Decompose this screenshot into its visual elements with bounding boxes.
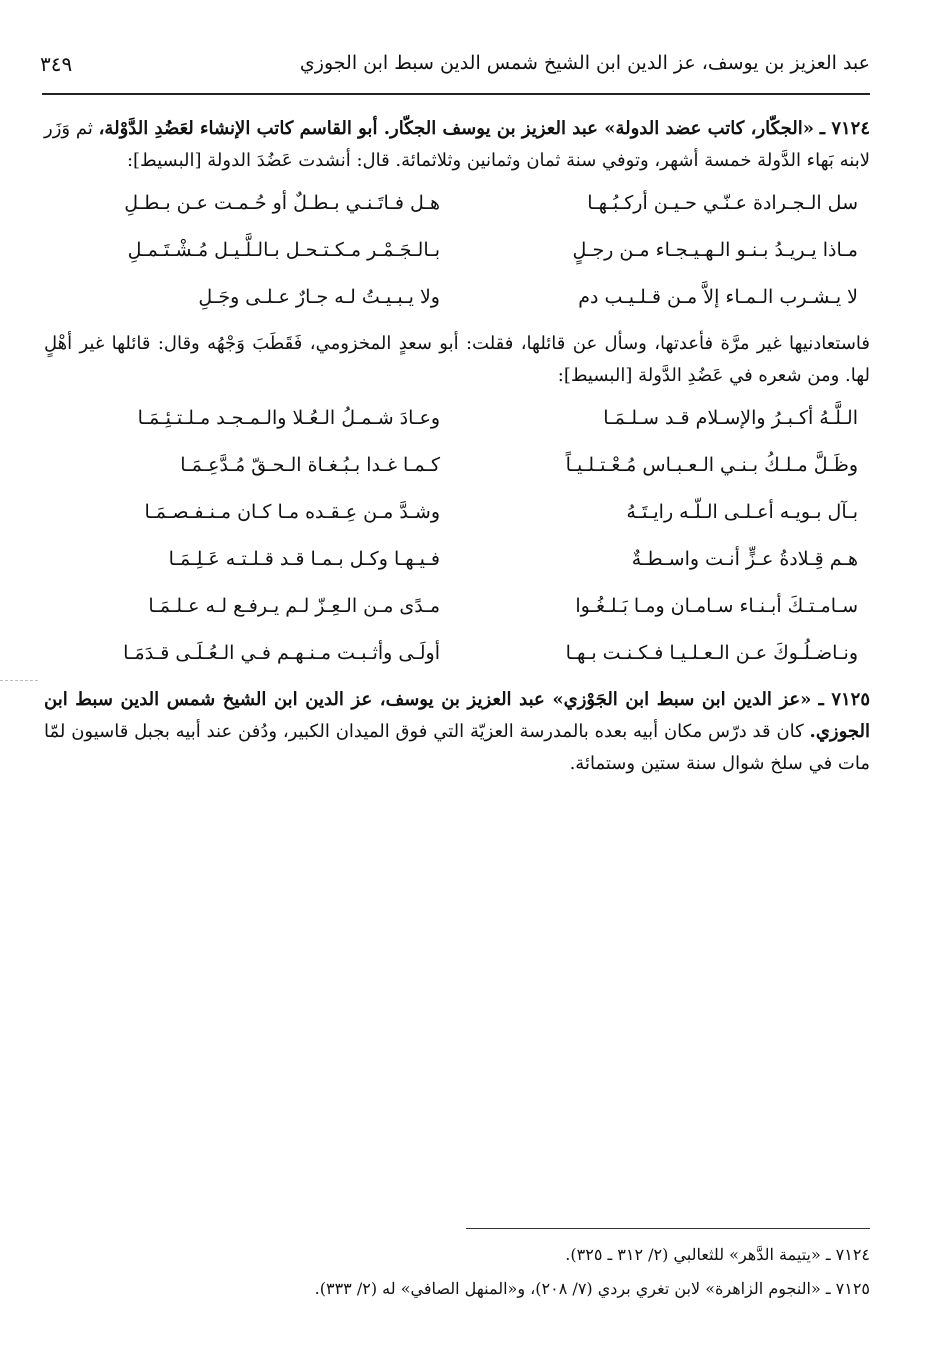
- entry-7124-title: «الجكّار، كاتب عضد الدولة» عبد العزيز بن يوسف الجكّار. أبو القاسم كاتب الإنشاء لعَضُدِ الدَّوْلة،: [98, 118, 814, 139]
- footnotes: [40, 1238, 870, 1306]
- hemistich-second: مـدًى مـن الـعِـزّ لـم يـرفـع لـه عـلـمَـا: [148, 595, 440, 617]
- entry-7124-number: ٧١٢٤ ـ: [819, 118, 871, 139]
- scan-edge-mark: [0, 680, 38, 681]
- entry-7124-text: ثم وَزَر لابنه بَهاء الدَّولة خمسة أشهر، وتوفي سنة ثمان وثمانين وثلاثمائة. قال: أنشدت عَضُدَ الدولة [البسيط]:: [44, 118, 870, 171]
- poem-verse: [44, 584, 870, 631]
- hemistich-first: الـلَّـهُ أكـبـرُ والإسـلام قـد سـلـمَـا: [603, 407, 858, 429]
- footnote-rule: [466, 1228, 870, 1229]
- entry-7124-intro: [44, 113, 870, 177]
- footnote-7125: ٧١٢٥ ـ «النجوم الزاهرة» لابن تغري بردي (٧/ ٢٠٨)، و«المنهل الصافي» له (٢/ ٣٣٣).: [314, 1279, 870, 1298]
- poem-verse: [44, 490, 870, 537]
- hemistich-second: وشـدَّ مـن عِـقـده مـا كـان مـنـفـصـمَـا: [144, 501, 440, 523]
- poem-verse: [44, 396, 870, 443]
- running-header: [40, 52, 870, 92]
- hemistich-first: بـآل بـويـه أعـلـى الـلّـه رايـتَـهُ: [626, 501, 858, 523]
- hemistich-first: وظَـلَّ مـلـكُ بـنـي الـعـبـاس مُـعْـتـلـيـاً: [565, 454, 858, 476]
- hemistich-second: هـل فـاتَـنـي بـطـلٌ أو حُـمـت عـن بـطـلِ: [124, 192, 440, 214]
- entry-7125: [44, 684, 870, 780]
- hemistich-second: ولا يـبـيـتُ لـه جـارٌ عـلـى وجَـلِ: [198, 286, 440, 308]
- header-rule: [42, 93, 870, 95]
- hemistich-second: أولَـى وأثـبـت مـنـهـم فـي الـعُـلَـى قـدَمَـا: [123, 642, 440, 664]
- hemistich-first: لا يـشـرب الـمـاء إلاَّ مـن قـلـيـب دم: [578, 286, 858, 308]
- footnote-7124: ٧١٢٤ ـ «يتيمة الدَّهر» للثعالبي (٢/ ٣١٢ ـ ٣٢٥).: [565, 1245, 870, 1264]
- hemistich-second: وعـادَ شـمـلُ الـعُـلا والـمـجـد مـلـتـئِـمَـا: [137, 407, 440, 429]
- hemistich-second: كـمـا غـدا بـبُـغـاة الـحـقّ مُـدَّعِـمَـا: [180, 454, 440, 476]
- poem-verse: [44, 228, 870, 275]
- entry-7124-continuation: فاستعادنيها غير مرَّة فأعدتها، وسأل عن قائلها، فقلت: أبو سعدٍ المخزومي، فَقَطَبَ وَجْهُه وقال: قائلها غير أهْلٍ لها. ومن شعره في عَضُدِ الدَّولة [البسيط]:: [44, 333, 870, 386]
- hemistich-first: هـم قِـلادةُ عـزٍّ أنـت واسـطـةٌ: [631, 548, 858, 570]
- hemistich-second: فـيـهـا وكـل بـمـا قـد قـلـتـه عَـلِـمَـا: [168, 548, 440, 570]
- poem-verse: [44, 443, 870, 490]
- main-text: [44, 113, 870, 780]
- poem-verse: [44, 631, 870, 678]
- hemistich-first: ونـاضـلُـوكَ عـن الـعـلـيـا فـكـنـت بـهـا: [565, 642, 858, 664]
- poem-verse: [44, 275, 870, 322]
- hemistich-first: سـامـتـكَ أبـنـاء سـامـان ومـا بَـلـغُـوا: [575, 595, 858, 617]
- page-number: ٣٤٩: [40, 52, 73, 76]
- header-title: عبد العزيز بن يوسف، عز الدين ابن الشيخ شمس الدين سبط ابن الجوزي: [299, 52, 870, 74]
- poem-2: [44, 396, 870, 678]
- entry-7125-text: كان قد درّس مكان أبيه بعده بالمدرسة العزيّة التي فوق الميدان الكبير، ودُفن عند أبيه بجبل قاسيون لمّا مات في سلخ شوال سنة ستين وستمائة.: [44, 721, 870, 774]
- entry-7125-number: ٧١٢٥ ـ: [818, 689, 870, 710]
- hemistich-second: بـالـجَـمْـر مـكـتـحـل بـالـلَّـيـل مُـشْـتَـمـلِ: [127, 239, 440, 261]
- poem-verse: [44, 181, 870, 228]
- entry-7125-title: «عز الدين ابن سبط ابن الجَوْزي» عبد العزيز بن يوسف، عز الدين ابن الشيخ شمس الدين سبط ابن الجوزي.: [44, 689, 870, 742]
- poem-1: [44, 181, 870, 322]
- poem-verse: [44, 537, 870, 584]
- hemistich-first: سل الـجـرادة عـنّـي حـيـن أركـبُـهـا: [587, 192, 858, 214]
- hemistich-first: مـاذا يـريـدُ بـنـو الـهـيـجـاء مـن رجـلٍ: [572, 239, 858, 261]
